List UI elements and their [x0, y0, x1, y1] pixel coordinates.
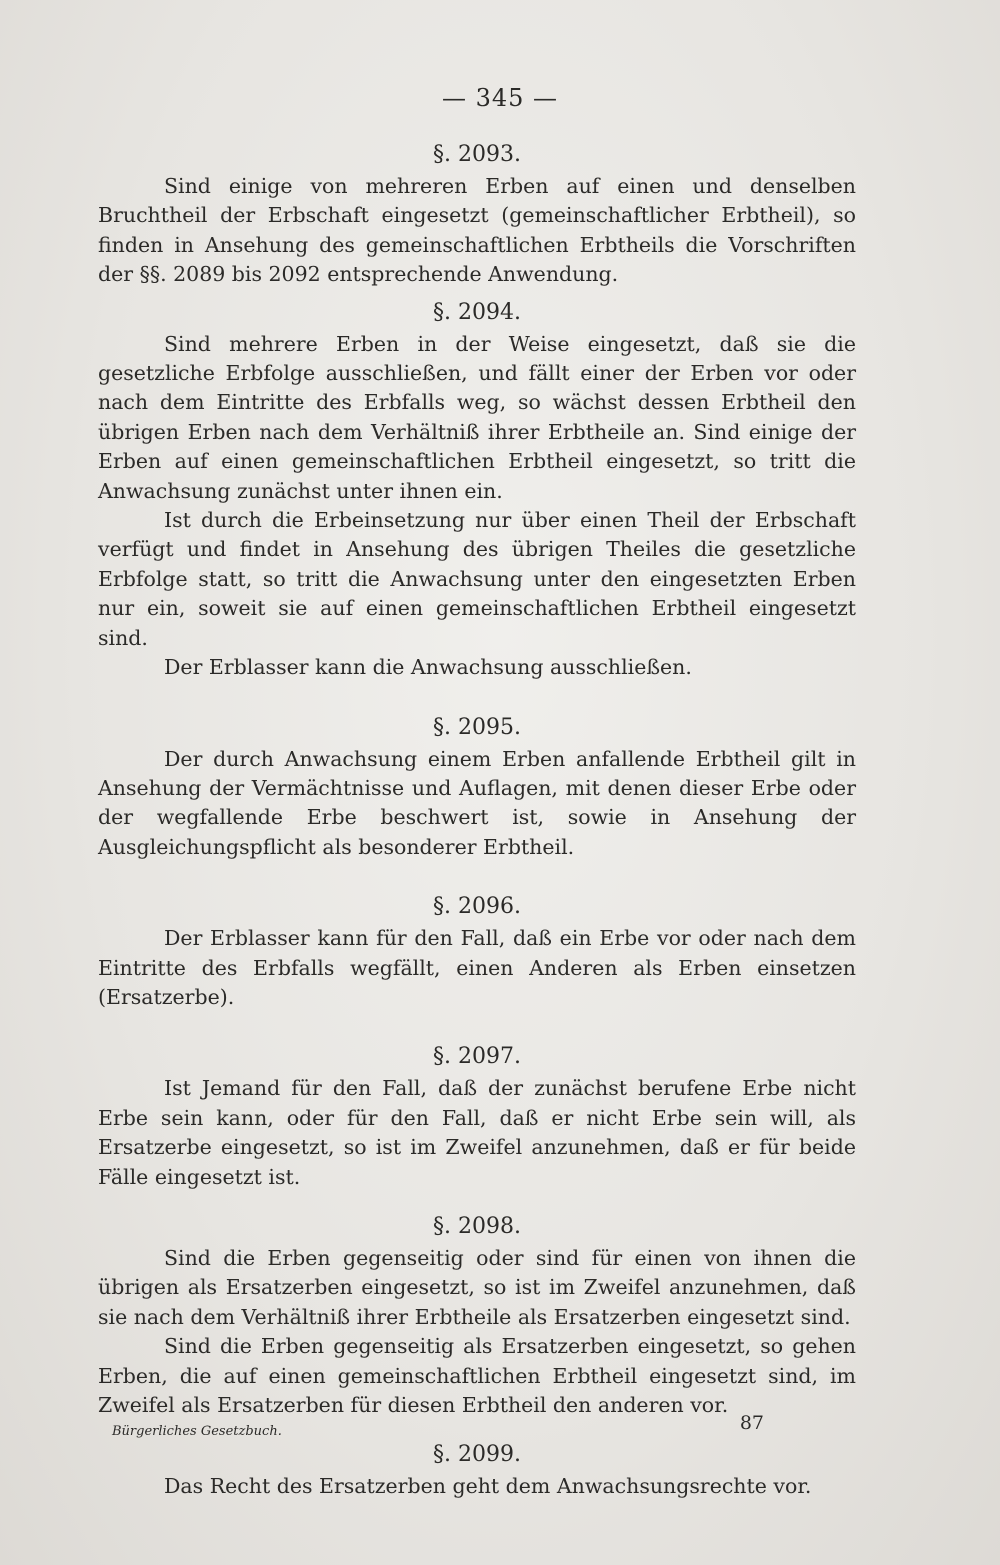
paragraph: Das Recht des Ersatzerben geht dem Anwachsungsrechte vor. [164, 1474, 812, 1499]
paragraph: Der Erblasser kann für den Fall, daß ein Erbe vor oder nach dem Eintritte des Erbfalls wegfällt, einen Anderen als Erben einsetzen (Ersatzerbe). [98, 926, 856, 1009]
paragraph: Ist durch die Erbeinsetzung nur über einen Theil der Erbschaft verfügt und findet in Ansehung des übrigen Theiles die gesetzliche Erbfolge statt, so tritt die Anwachsung unter den eingesetzten Erben nur ein, soweit sie auf einen gemeinschaftlichen Erbtheil eingesetzt sind. [98, 508, 856, 650]
section-2096 [98, 892, 856, 1012]
paragraph: Sind die Erben gegenseitig als Ersatzerben eingesetzt, so gehen Erben, die auf einen gemeinschaftlichen Erbtheil eingesetzt sind, im Zweifel als Ersatzerben für diesen Erbtheil den anderen vor. [98, 1334, 856, 1417]
section-title: §. 2093. [433, 142, 521, 167]
section-2099 [98, 1440, 856, 1501]
paragraph: Sind mehrere Erben in der Weise eingesetzt, daß sie die gesetzliche Erbfolge ausschließen, und fällt einer der Erben vor oder nach dem Eintritte des Erbfalls weg, so wächst dessen Erbtheil den übrigen Erben nach dem Verhältniß ihrer Erbtheile an. Sind einige der Erben auf einen gemeinschaftlichen Erbtheil eingesetzt, so tritt die Anwachsung zunächst unter ihnen ein. [98, 331, 856, 503]
signature-mark: Bürgerliches Gesetzbuch. [112, 1424, 282, 1439]
section-title: §. 2094. [433, 299, 521, 325]
paragraph: Der durch Anwachsung einem Erben anfallende Erbtheil gilt in Ansehung der Vermächtnisse und Auflagen, mit denen dieser Erbe oder der wegfallende Erbe beschwert ist, sowie in Ansehung der Ausgleichungspflicht als besonderer Erbtheil. [98, 746, 856, 859]
section-2095 [98, 713, 856, 863]
section-title: §. 2097. [433, 1044, 521, 1070]
page-body [98, 140, 856, 1502]
paragraph: Sind die Erben gegenseitig oder sind für einen von ihnen die übrigen als Ersatzerben eingesetzt, so ist im Zweifel anzunehmen, daß sie nach dem Verhältniß ihrer Erbtheile als Ersatzerben eingesetzt sind. [98, 1245, 856, 1329]
section-2098 [98, 1212, 856, 1420]
paragraph: Ist Jemand für den Fall, daß der zunächst berufene Erbe nicht Erbe sein kann, oder für den Fall, daß er nicht Erbe sein will, als Ersatzerbe eingesetzt, so ist im Zweifel anzunehmen, daß er für beide Fälle eingesetzt ist. [98, 1076, 856, 1189]
section-2094 [98, 298, 856, 683]
section-title: §. 2099. [433, 1442, 521, 1468]
section-2093 [98, 140, 856, 290]
section-title: §. 2095. [433, 714, 521, 740]
section-title: §. 2096. [433, 894, 521, 920]
sheet-number: 87 [739, 1412, 764, 1434]
page-footer [112, 1412, 764, 1446]
paragraph: Sind einige von mehreren Erben auf einen und denselben Bruchtheil der Erbschaft eingesetzt (gemeinschaftlicher Erbtheil), so finden in Ansehung des gemeinschaftlichen Erbtheils die Vorschriften der §§. 2089 bis 2092 entsprechende Anwendung. [98, 174, 856, 287]
page-number-header: — 345 — [441, 84, 559, 112]
section-2097 [98, 1042, 856, 1192]
section-title: §. 2098. [433, 1213, 521, 1239]
paragraph: Der Erblasser kann die Anwachsung ausschließen. [164, 655, 692, 680]
